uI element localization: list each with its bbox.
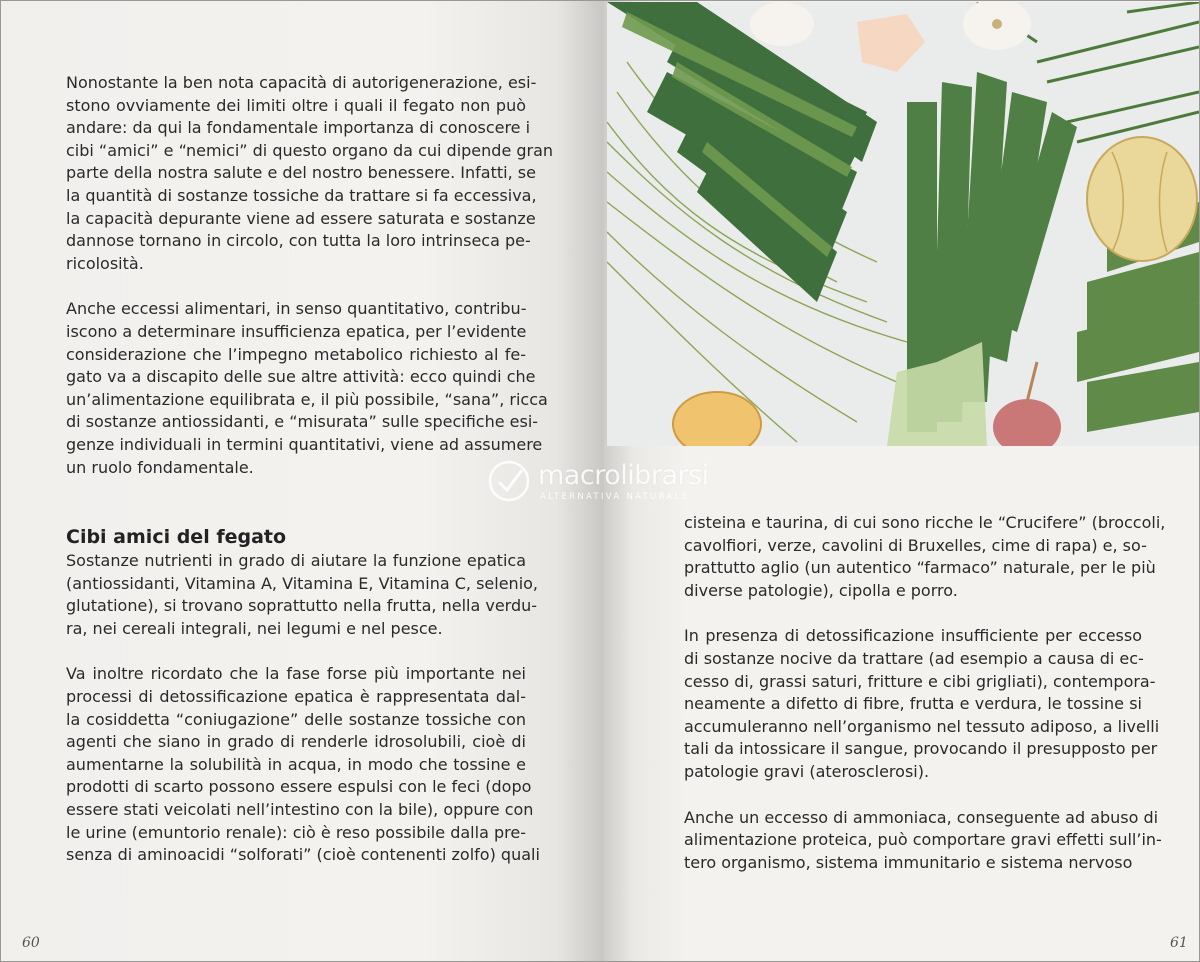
macrolibrarsi-logo-icon: [486, 458, 532, 504]
left-text-column: [66, 72, 554, 867]
watermark-name: macrolibrarsi: [538, 460, 709, 491]
text-line: andare: da qui la fondamentale importanza di conoscere i: [66, 118, 531, 138]
text-line: prodotti di scarto possono essere espulsi con le feci (dopo: [66, 777, 532, 797]
text-line: parte della nostra salute e del nostro benessere. Infatti, se: [66, 163, 536, 183]
page-number-right: 61: [1170, 935, 1188, 951]
text-line: gato va a discapito delle sue altre attività: ecco quindi che: [66, 367, 536, 387]
text-line: essere stati veicolati nell’intestino con la bile), oppure con: [66, 800, 534, 820]
text-line: Va inoltre ricordato che la fase forse più importante nei: [66, 664, 526, 684]
vegetables-photo: [607, 2, 1199, 446]
text-line: ra, nei cereali integrali, nei legumi e nel pesce.: [66, 618, 443, 638]
text-line: Sostanze nutrienti in grado di aiutare la funzione epatica: [66, 551, 526, 571]
text-line: tali da intossicare il sangue, provocando il presupposto per: [684, 739, 1158, 759]
paragraph: [66, 550, 539, 640]
text-line: di sostanze antiossidanti, e “misurata” sulle specifiche esi-: [66, 412, 539, 432]
text-line: dannose tornano in circolo, con tutta la loro intrinseca pe-: [66, 231, 531, 251]
text-line: Anche eccessi alimentari, in senso quantitativo, contribu-: [66, 299, 527, 319]
text-line: cibi “amici” e “nemici” di questo organo da cui dipende gran: [66, 140, 554, 160]
text-line: neamente a difetto di fibre, frutta e verdura, le tossine si: [684, 694, 1142, 714]
text-line: patologie gravi (aterosclerosi).: [684, 761, 930, 781]
paragraph: [66, 663, 540, 866]
watermark-tagline: ALTERNATIVA NATURALE: [540, 492, 690, 502]
text-line: aumentarne la solubilità in acqua, in modo che tossine e: [66, 754, 526, 774]
paragraph: [684, 807, 1162, 875]
text-line: cavolfiori, verze, cavolini di Bruxelles, cime di rapa) e, so-: [684, 535, 1147, 555]
text-line: tero organismo, sistema immunitario e sistema nervoso: [684, 852, 1133, 872]
text-line: cisteina e taurina, di cui sono ricche le “Crucifere” (broccoli,: [684, 513, 1166, 532]
text-line: Nonostante la ben nota capacità di autorigenerazione, esi-: [66, 73, 537, 92]
text-line: la cosiddetta “coniugazione” delle sostanze tossiche con: [66, 709, 526, 729]
text-line: accumuleranno nell’organismo nel tessuto adiposo, a livelli: [684, 716, 1160, 736]
text-line: Anche un eccesso di ammoniaca, conseguente ad abuso di: [684, 807, 1159, 827]
text-line: agenti che siano in grado di renderle idrosolubili, cioè di: [66, 732, 526, 752]
text-line: prattutto aglio (un autentico “farmaco” naturale, per le più: [684, 558, 1156, 578]
paragraph: [684, 512, 1166, 602]
leeks-onions-garlic-chives-icon: [607, 2, 1199, 446]
text-line: glutatione), si trovano soprattutto nella frutta, nella verdu-: [66, 596, 538, 616]
text-line: (antiossidanti, Vitamina A, Vitamina E, Vitamina C, selenio,: [66, 573, 539, 593]
text-line: processi di detossificazione epatica è rappresentata dal-: [66, 687, 526, 707]
text-line: genze individuali in termini quantitativi, viene ad assumere: [66, 434, 543, 454]
text-line: alimentazione proteica, può comportare gravi effetti sull’in-: [684, 830, 1162, 850]
text-line: di sostanze nocive da trattare (ad esempio a causa di ec-: [684, 648, 1144, 668]
paragraph: [66, 72, 554, 275]
text-line: la capacità depurante viene ad essere saturata e sostanze: [66, 208, 536, 228]
text-line: un’alimentazione equilibrata e, il più possibile, “sana”, ricca: [66, 389, 548, 409]
text-line: cesso di, grassi saturi, fritture e cibi grigliati), contempora-: [684, 671, 1156, 691]
text-line: le urine (emuntorio renale): ciò è reso possibile dalla pre-: [66, 822, 526, 842]
section-heading: Cibi amici del fegato: [66, 526, 287, 549]
watermark: [486, 458, 726, 504]
paragraph: [66, 298, 548, 479]
text-line: considerazione che l’impegno metabolico richiesto al fe-: [66, 344, 526, 364]
text-line: In presenza di detossificazione insufficiente per eccesso: [684, 626, 1142, 646]
text-line: un ruolo fondamentale.: [66, 457, 254, 477]
text-line: senza di aminoacidi “solforati” (cioè contenenti zolfo) quali: [66, 845, 540, 865]
page-number-left: 60: [22, 935, 40, 951]
text-line: la quantità di sostanze tossiche da trattare si fa eccessiva,: [66, 185, 537, 205]
text-line: ricolosità.: [66, 253, 144, 273]
right-text-column: [684, 512, 1166, 874]
text-line: iscono a determinare insufficienza epatica, per l’evidente: [66, 321, 527, 341]
text-line: diverse patologie), cipolla e porro.: [684, 580, 958, 600]
paragraph: [684, 625, 1160, 783]
text-line: stono ovviamente dei limiti oltre i quali il fegato non può: [66, 95, 526, 115]
